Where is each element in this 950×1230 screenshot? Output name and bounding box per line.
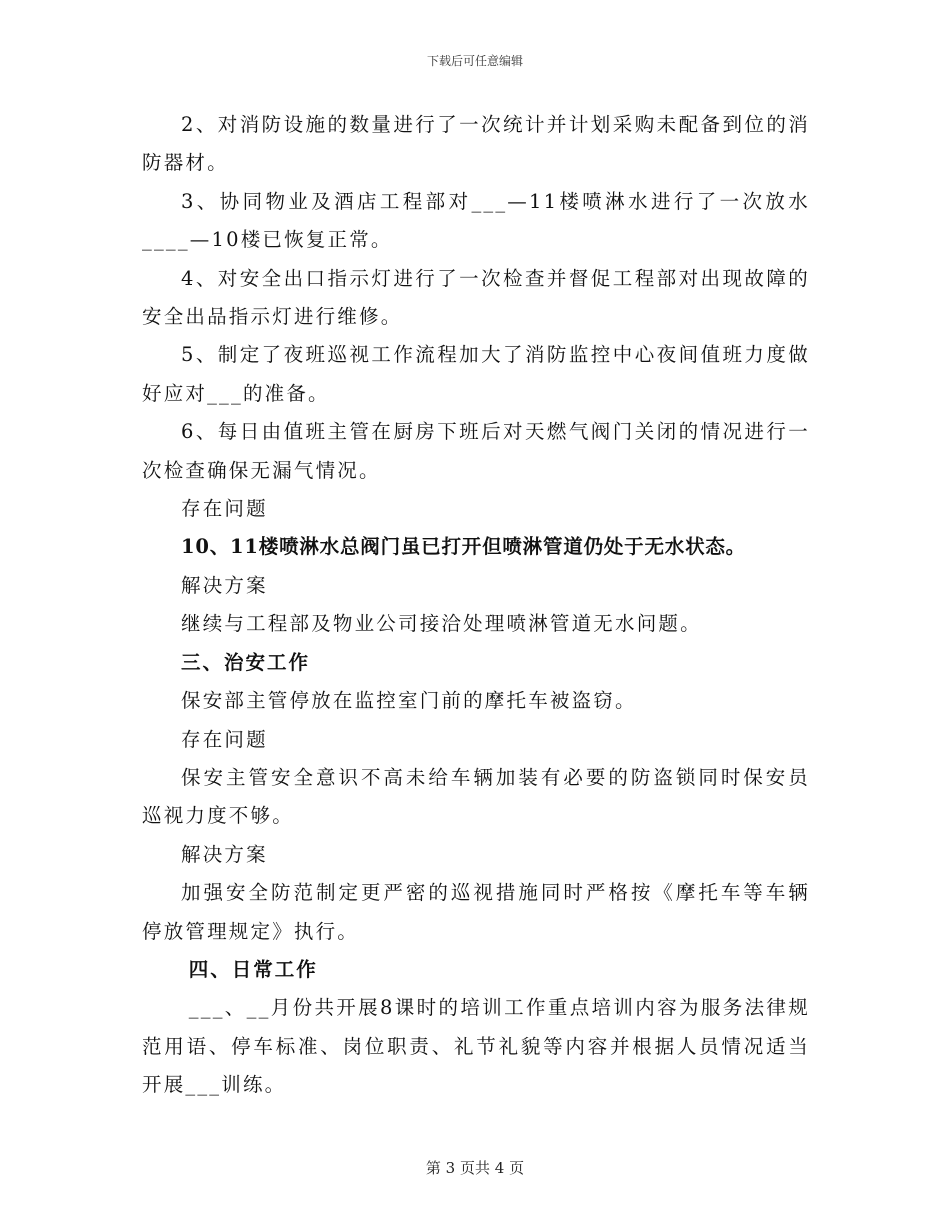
label-solution: 解决方案 bbox=[181, 573, 268, 597]
page-header: 下载后可任意编辑 bbox=[426, 54, 523, 68]
label-existing-problem: 存在问题 bbox=[181, 727, 268, 751]
paragraph-gas-valve-check: 6、每日由值班主管在厨房下班后对天燃气阀门关闭的情况进行一次检查确保无漏气情况。 bbox=[142, 420, 810, 482]
section-heading-daily-work: 四、日常工作 bbox=[188, 957, 318, 981]
paragraph-sprinkler-problem: 10、11楼喷淋水总阀门虽已打开但喷淋管道仍处于无水状态。 bbox=[181, 535, 746, 559]
paragraph-sprinkler-solution: 继续与工程部及物业公司接洽处理喷淋管道无水问题。 bbox=[181, 612, 702, 636]
document-body bbox=[142, 106, 810, 1105]
paragraph-training: ___、__月份共开展8课时的培训工作重点培训内容为服务法律规范用语、停车标准、岗位职责、礼节礼貌等内容并根据人员情况适当开展___训练。 bbox=[142, 996, 810, 1097]
paragraph-security-solution: 加强安全防范制定更严密的巡视措施同时严格按《摩托车等车辆停放管理规定》执行。 bbox=[142, 881, 810, 943]
label-existing-problem: 存在问题 bbox=[181, 497, 268, 521]
page-number-footer: 第 3 页共 4 页 bbox=[425, 1159, 525, 1177]
paragraph-fire-equipment-count: 2、对消防设施的数量进行了一次统计并计划采购未配备到位的消防器材。 bbox=[142, 113, 810, 175]
label-solution: 解决方案 bbox=[181, 842, 268, 866]
paragraph-security-awareness: 保安主管安全意识不高未给车辆加装有必要的防盗锁同时保安员巡视力度不够。 bbox=[142, 765, 810, 828]
paragraph-night-patrol: 5、制定了夜班巡视工作流程加大了消防监控中心夜间值班力度做好应对___的准备。 bbox=[142, 343, 810, 405]
section-heading-security-work: 三、治安工作 bbox=[181, 650, 311, 674]
paragraph-exit-signs: 4、对安全出口指示灯进行了一次检查并督促工程部对出现故障的安全出品指示灯进行维修。 bbox=[142, 266, 810, 329]
paragraph-sprinkler-drain: 3、协同物业及酒店工程部对___—11楼喷淋水进行了一次放水____—10楼已恢复正常。 bbox=[142, 189, 810, 252]
paragraph-motorcycle-theft: 保安部主管停放在监控室门前的摩托车被盗窃。 bbox=[181, 689, 637, 713]
